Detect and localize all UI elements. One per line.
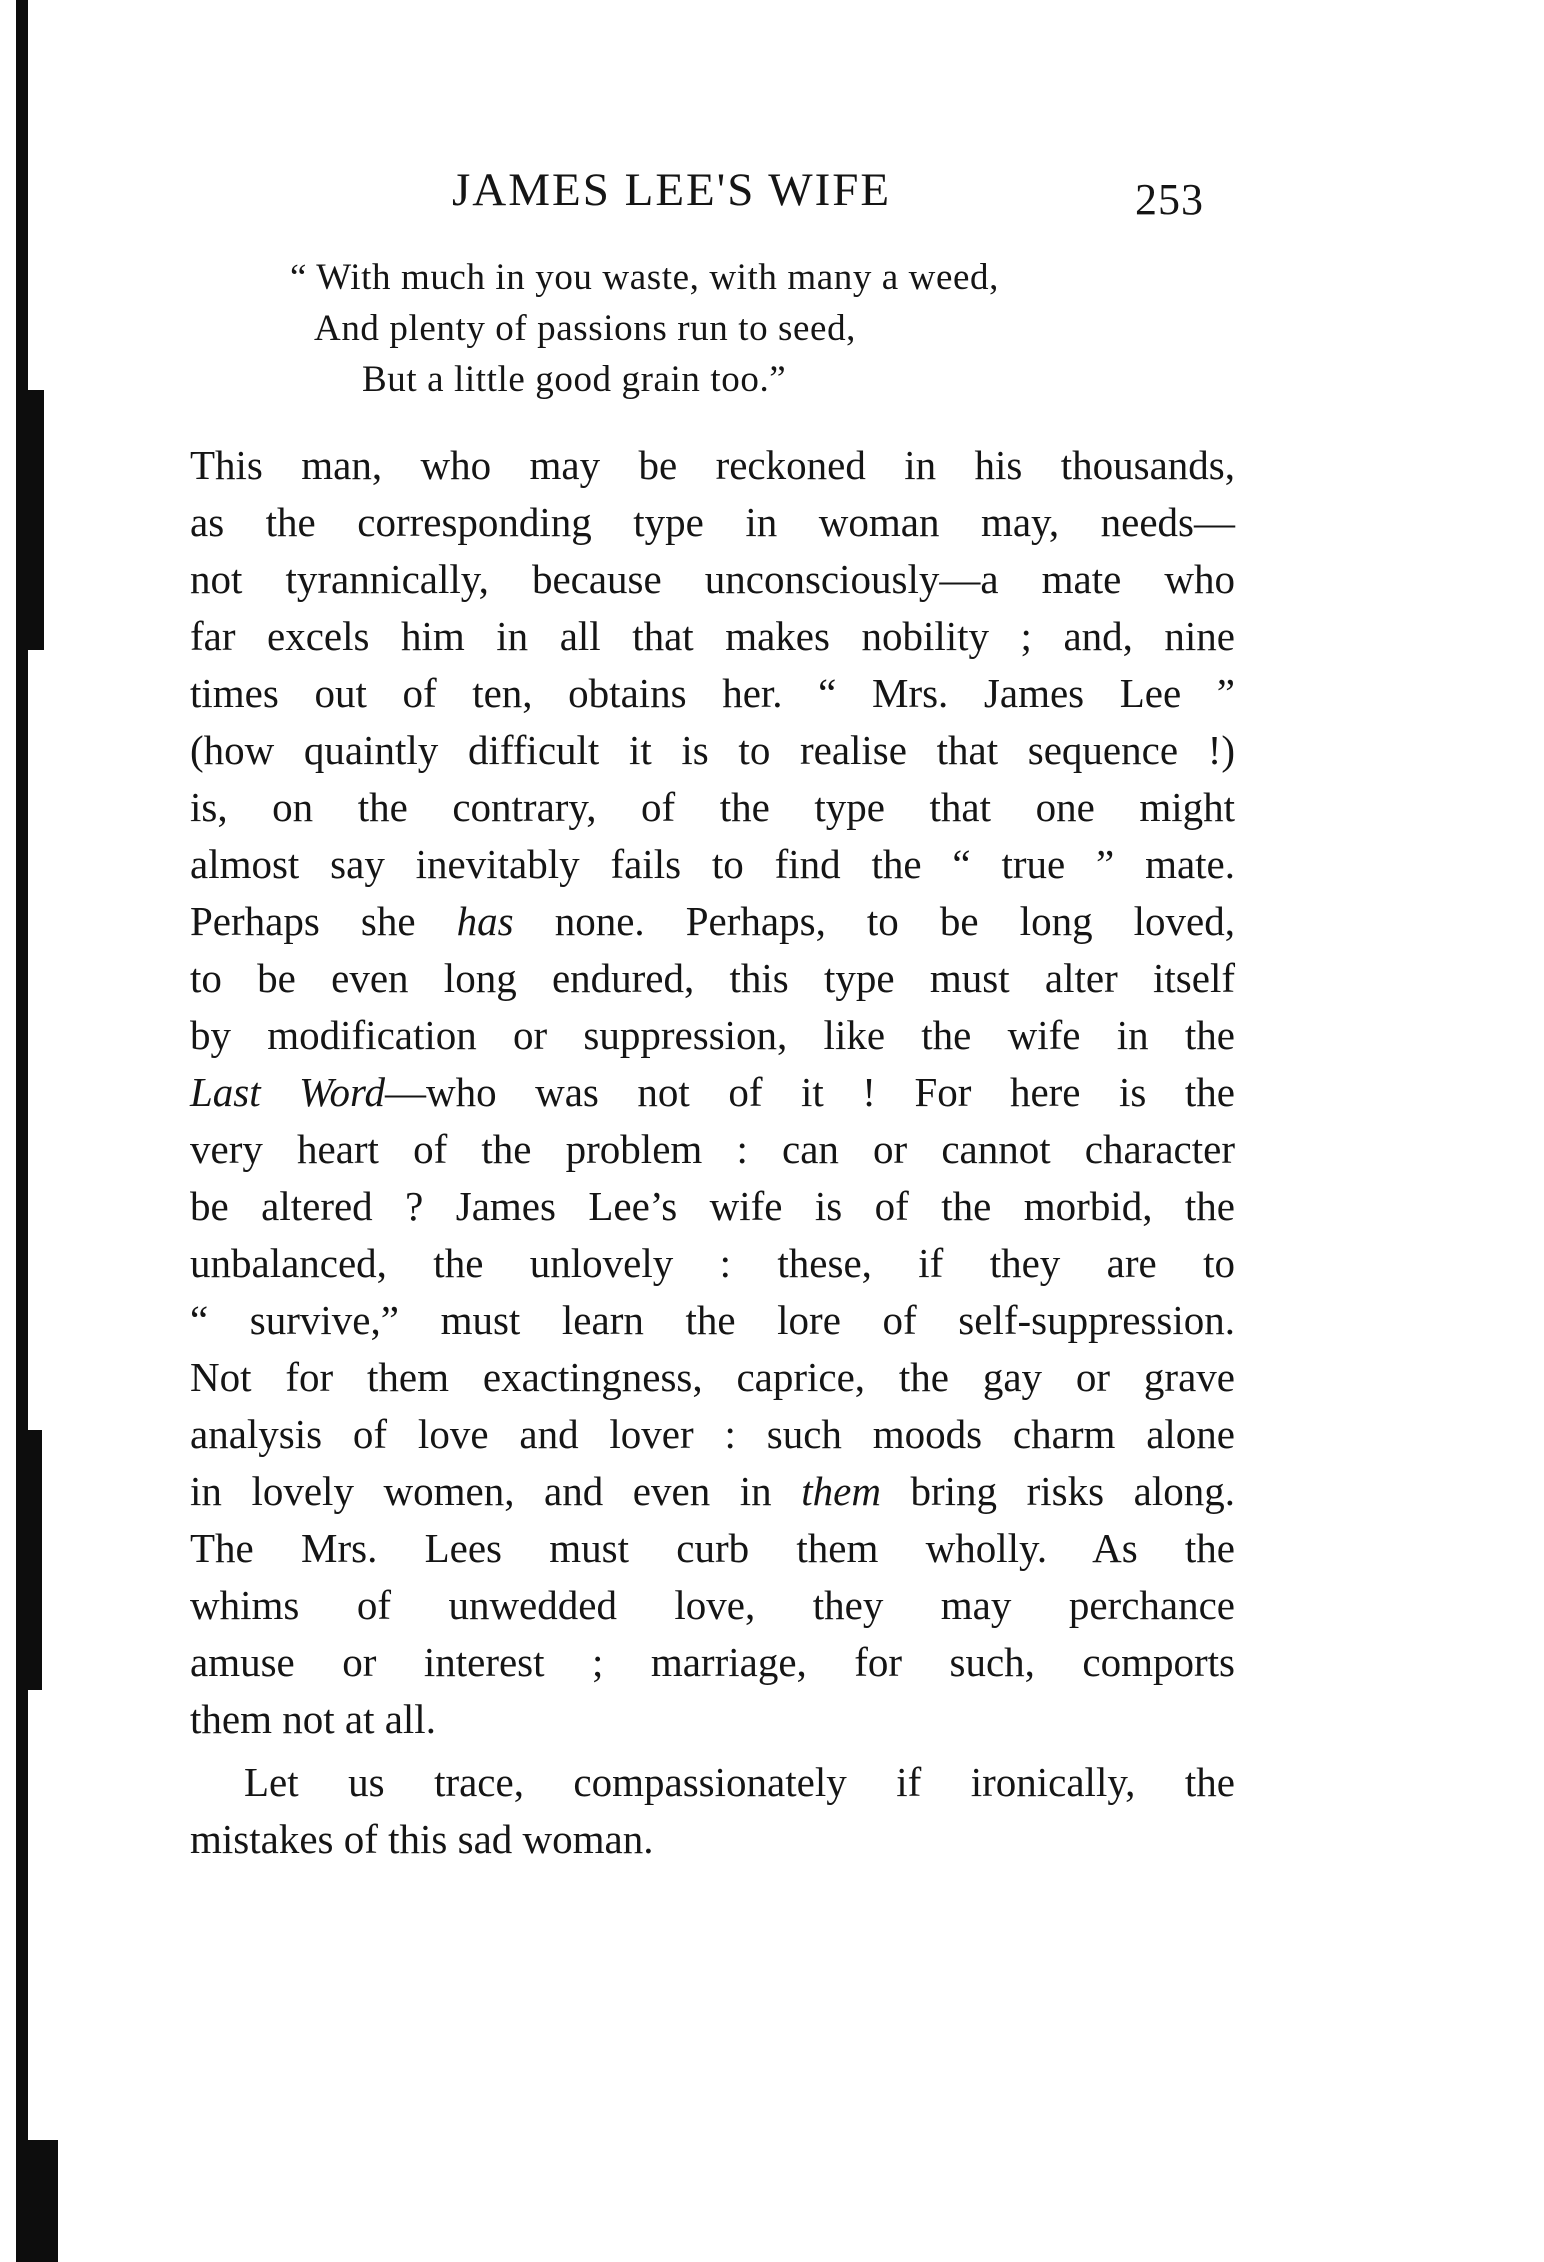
italic-text: has [456, 898, 514, 944]
text-run: bring risks along. [880, 1468, 1235, 1514]
text-line: analysis of love and lover : such moods charm alone [190, 1411, 1235, 1457]
text-run: in lovely women, and even in [190, 1468, 802, 1514]
text-line [190, 1463, 1235, 1520]
text-line: be altered ? James Lee’s wife is of the morbid, the [190, 1183, 1235, 1229]
running-title: JAMES LEE'S WIFE [452, 164, 892, 216]
italic-text: them [801, 1468, 881, 1514]
binding-edge-shadow [16, 0, 28, 2262]
text-line: “ survive,” must learn the lore of self-suppression. [190, 1297, 1235, 1343]
epigraph [290, 252, 1190, 405]
text-line: almost say inevitably fails to find the “ true ” mate. [190, 841, 1235, 887]
text-line: by modification or suppression, like the wife in the [190, 1012, 1235, 1058]
epigraph-line: “ With much in you waste, with many a weed, [290, 257, 999, 298]
text-line: them not at all. [190, 1696, 436, 1742]
text-line: far excels him in all that makes nobility ; and, nine [190, 613, 1235, 659]
text-run: Perhaps she [190, 898, 457, 944]
page-number: 253 [1135, 175, 1204, 224]
body-text [190, 437, 1235, 1868]
text-line: is, on the contrary, of the type that one might [190, 784, 1235, 830]
text-line: whims of unwedded love, they may perchance [190, 1582, 1235, 1628]
text-line: Not for them exactingness, caprice, the gay or grave [190, 1354, 1235, 1400]
italic-title: Last Word [190, 1069, 385, 1115]
text-line: to be even long endured, this type must alter itself [190, 955, 1235, 1001]
epigraph-line: And plenty of passions run to seed, [314, 308, 857, 349]
paragraph [190, 1754, 1235, 1868]
text-line [190, 893, 1235, 950]
text-line: amuse or interest ; marriage, for such, comports [190, 1639, 1235, 1685]
text-line: This man, who may be reckoned in his thousands, [190, 442, 1235, 488]
text-line: Let us trace, compassionately if ironically, the [244, 1759, 1235, 1805]
text-line: as the corresponding type in woman may, needs— [190, 499, 1235, 545]
paragraph [190, 437, 1235, 1748]
text-line: (how quaintly difficult it is to realise that sequence !) [190, 727, 1235, 773]
epigraph-line: But a little good grain too.” [362, 359, 787, 400]
text-line: not tyrannically, because unconsciously—a mate who [190, 556, 1235, 602]
text-run: —who was not of it ! For here is the [385, 1069, 1235, 1115]
text-line: unbalanced, the unlovely : these, if they are to [190, 1240, 1235, 1286]
running-head [180, 160, 1260, 224]
binding-edge-mark [28, 2140, 58, 2262]
text-line: times out of ten, obtains her. “ Mrs. James Lee ” [190, 670, 1235, 716]
binding-edge-mark [28, 1430, 42, 1690]
text-line [190, 1064, 1235, 1121]
binding-edge-mark [28, 390, 44, 650]
text-line: mistakes of this sad woman. [190, 1816, 654, 1862]
text-run: none. Perhaps, to be long loved, [513, 898, 1235, 944]
text-line: The Mrs. Lees must curb them wholly. As the [190, 1525, 1235, 1571]
text-line: very heart of the problem : can or cannot character [190, 1126, 1235, 1172]
